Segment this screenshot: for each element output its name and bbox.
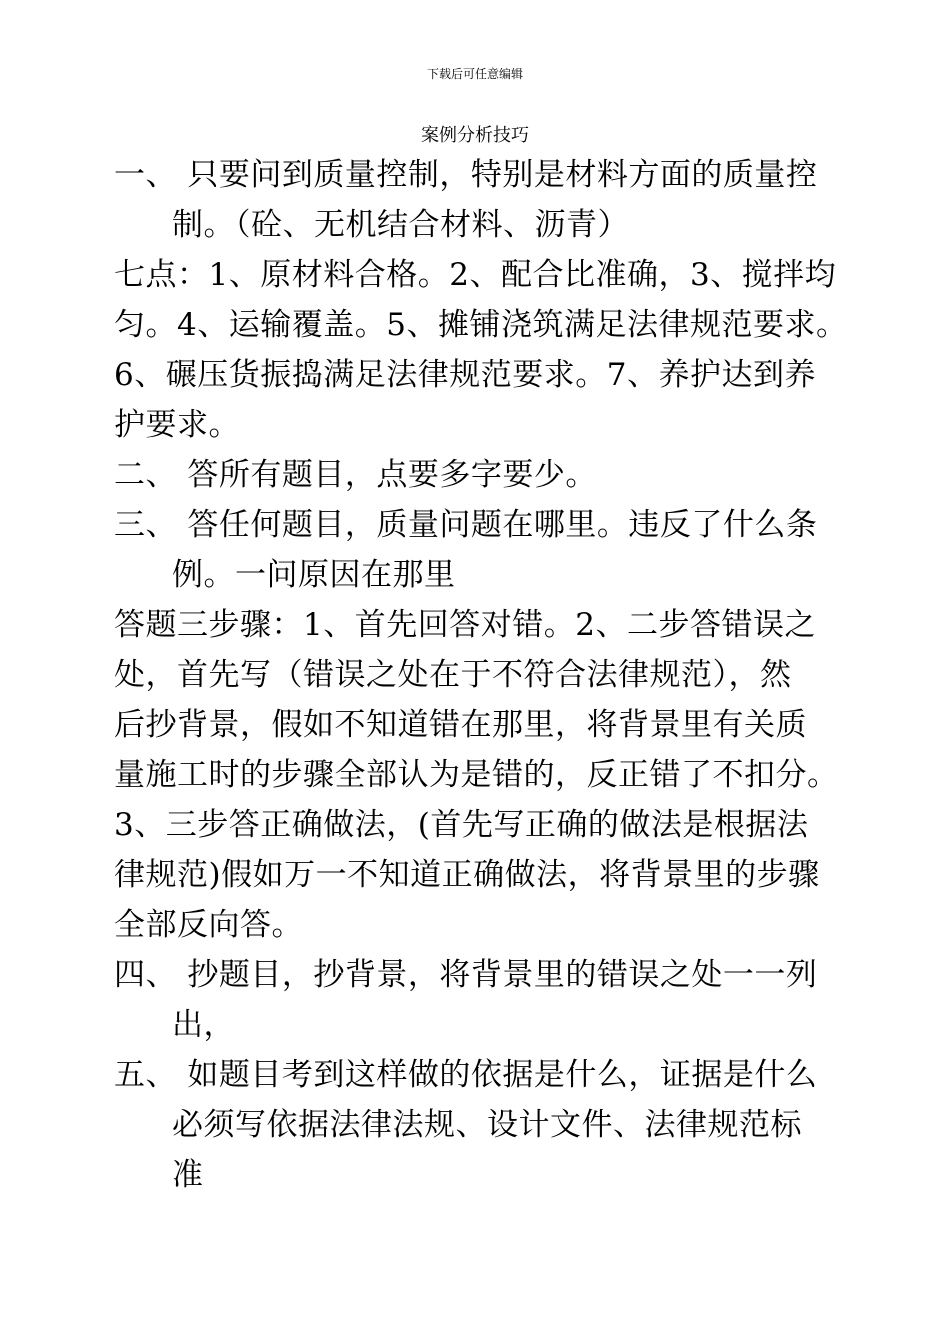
seven-points-line-1: 七点：1、原材料合格。2、配合比准确，3、搅拌均 [114,257,837,293]
paragraph-4-line-1: 四、 抄题目，抄背景，将背景里的错误之处一一列 [114,957,818,993]
page-header: 下载后可任意编辑 [426,67,523,81]
paragraph-5-line-3: 准 [172,1157,204,1193]
three-steps-line-4: 量施工时的步骤全部认为是错的，反正错了不扣分。 [114,757,839,793]
paragraph-3-line-2: 例。一问原因在那里 [172,557,456,593]
seven-points-line-2: 匀。4、运输覆盖。5、摊铺浇筑满足法律规范要求。 [114,307,848,343]
three-steps-line-1: 答题三步骤：1、首先回答对错。2、二步答错误之 [114,607,816,643]
three-steps-line-2: 处，首先写（错误之处在于不符合法律规范），然 [114,657,792,693]
paragraph-1-line-2: 制。（砼、无机结合材料、沥青） [172,207,629,243]
paragraph-5-line-1: 五、 如题目考到这样做的依据是什么，证据是什么 [114,1057,818,1093]
three-steps-line-3: 后抄背景，假如不知道错在那里，将背景里有关质 [114,707,807,743]
three-steps-line-7: 全部反向答。 [114,907,303,943]
three-steps-line-5: 3、三步答正确做法，(首先写正确的做法是根据法 [114,807,809,843]
paragraph-3-line-1: 三、 答任何题目，质量问题在哪里。违反了什么条 [114,507,818,543]
document-body [114,150,874,1200]
document-title: 案例分析技巧 [421,125,529,146]
paragraph-1-line-1: 一、 只要问到质量控制，特别是材料方面的质量控 [114,157,818,193]
three-steps-line-6: 律规范)假如万一不知道正确做法，将背景里的步骤 [114,857,820,893]
paragraph-2-line-1: 二、 答所有题目，点要多字要少。 [114,457,597,493]
paragraph-5-line-2: 必须写依据法律法规、设计文件、法律规范标 [172,1107,802,1143]
seven-points-line-3: 6、碾压货振捣满足法律规范要求。7、养护达到养 [114,357,816,393]
paragraph-4-line-2: 出， [172,1007,235,1043]
seven-points-line-4: 护要求。 [114,407,240,443]
